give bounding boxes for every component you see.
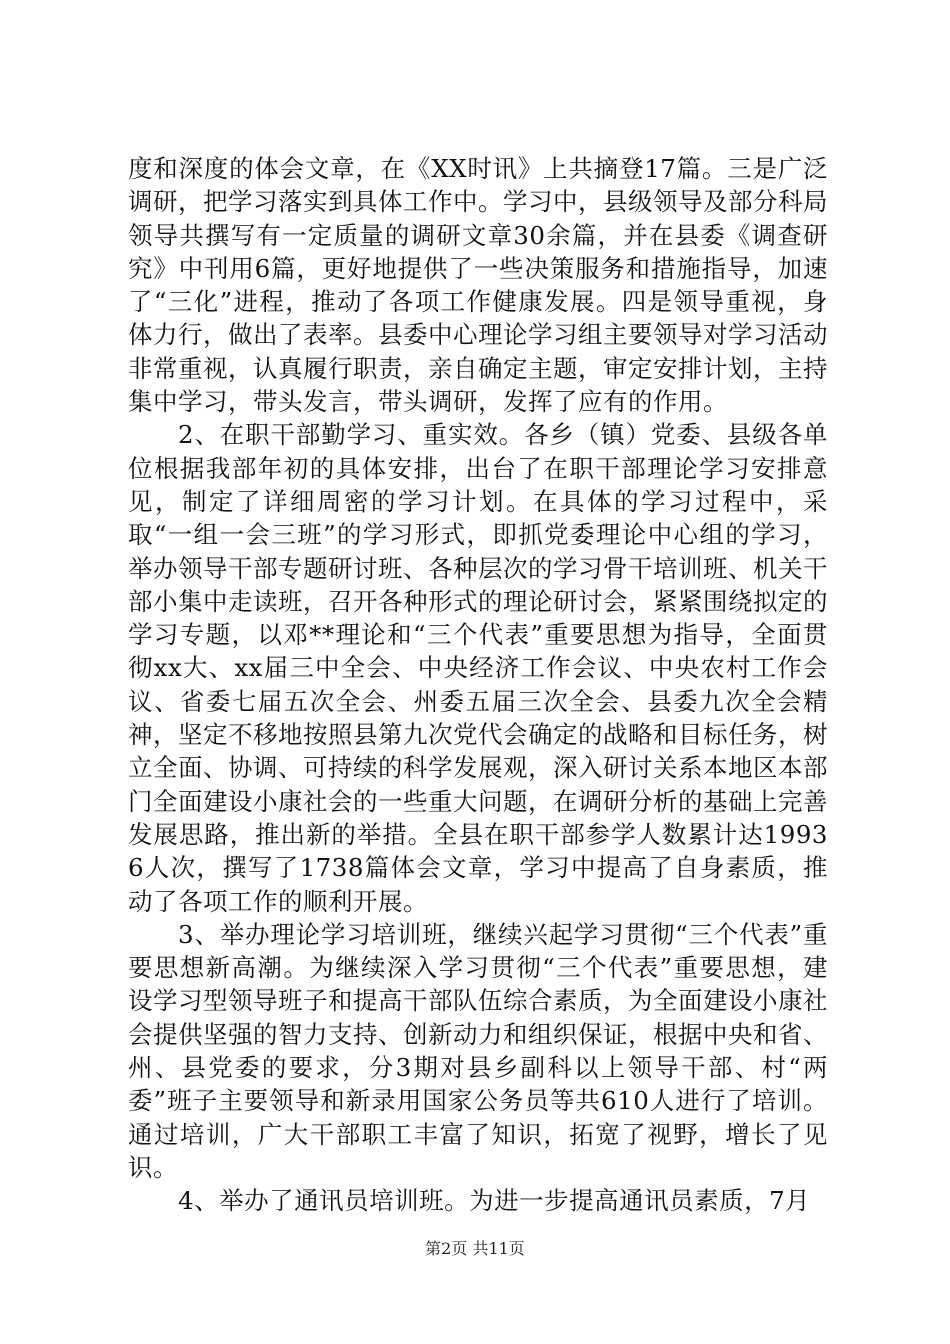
paragraph-continuation: 度和深度的体会文章，在《XX时讯》上共摘登17篇。三是广泛调研，把学习落实到具体工作中。学习中，县级领导及部分科局领导共撰写有一定质量的调研文章30余篇，并在县委《调查研究》中刊用6篇，更好地提供了一些决策服务和措施指导，加速了“三化”进程，推动了各项工作健康发展。四是领导重视，身体力行，做出了表率。县委中心理论学习组主要领导对学习活动非常重视，认真履行职责，亲自确定主题，审定安排计划，主持集中学习，带头发言，带头调研，发挥了应有的作用。 [128, 154, 828, 417]
paragraph-item-4: 4、举办了通讯员培训班。为进一步提高通讯员素质，7月 [178, 1186, 811, 1216]
paragraph-item-2: 2、在职干部勤学习、重实效。各乡（镇）党委、县级各单位根据我部年初的具体安排，出台了在职干部理论学习安排意见，制定了详细周密的学习计划。在具体的学习过程中，采取“一组一会三班”的学习形式，即抓党委理论中心组的学习，举办领导干部专题研讨班、各种层次的学习骨干培训班、机关干部小集中走读班，召开各种形式的理论研讨会，紧紧围绕拟定的学习专题，以邓**理论和“三个代表”重要思想为指导，全面贯彻xx大、xx届三中全会、中央经济工作会议、中央农村工作会议、省委七届五次全会、州委五届三次全会、县委九次全会精神，坚定不移地按照县第九次党代会确定的战略和目标任务，树立全面、协调、可持续的科学发展观，深入研讨关系本地区本部门全面建设小康社会的一些重大问题，在调研分析的基础上完善发展思路，推出新的举措。全县在职干部参学人数累计达19936人次，撰写了1738篇体会文章，学习中提高了自身素质，推动了各项工作的顺利开展。 [128, 420, 828, 916]
document-body [128, 152, 828, 1218]
page-number-footer: 第2页 共11页 [425, 1239, 525, 1258]
paragraph-item-3: 3、举办理论学习培训班，继续兴起学习贯彻“三个代表”重要思想新高潮。为继续深入学习贯彻“三个代表”重要思想，建设学习型领导班子和提高干部队伍综合素质，为全面建设小康社会提供坚强的智力支持、创新动力和组织保证，根据中央和省、州、县党委的要求，分3期对县乡副科以上领导干部、村“两委”班子主要领导和新录用国家公务员等共610人进行了培训。通过培训，广大干部职工丰富了知识，拓宽了视野，增长了见识。 [128, 919, 828, 1182]
